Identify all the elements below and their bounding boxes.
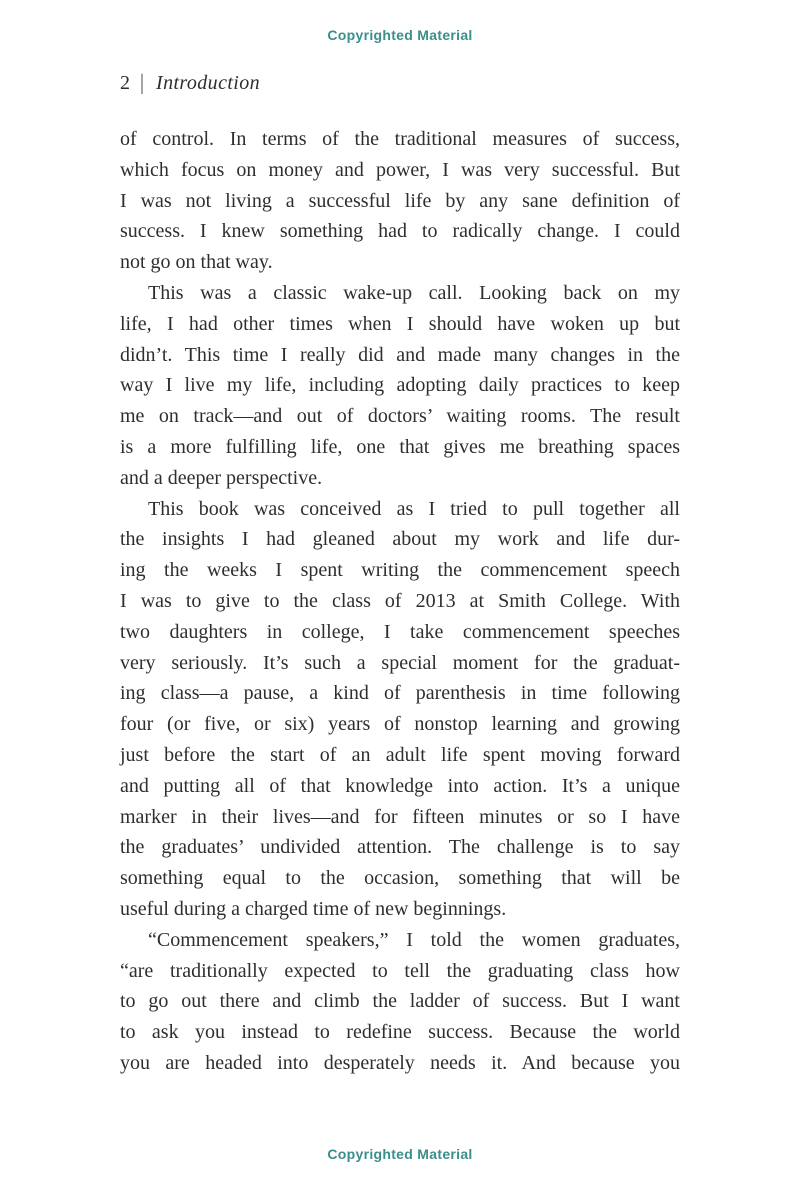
text-line: marker in their lives—and for fifteen minutes or so I have (120, 805, 680, 828)
paragraph (120, 494, 680, 925)
paragraph (120, 925, 680, 1079)
text-line: is a more fulfilling life, one that gives me breathing spaces (120, 435, 680, 458)
text-line: just before the start of an adult life spent moving forward (120, 743, 680, 766)
text-line: the graduates’ undivided attention. The challenge is to say (120, 836, 680, 859)
watermark-top: Copyrighted Material (327, 27, 473, 43)
text-line: ing the weeks I spent writing the commencement speech (120, 559, 680, 582)
text-line: I was to give to the class of 2013 at Smith College. With (120, 589, 680, 612)
text-line: useful during a charged time of new beginnings. (120, 897, 507, 920)
text-line: me on track—and out of doctors’ waiting rooms. The result (120, 405, 680, 428)
text-line: This book was conceived as I tried to pull together all (148, 497, 680, 520)
text-line: “Commencement speakers,” I told the women graduates, (148, 928, 680, 951)
text-line: didn’t. This time I really did and made many changes in the (120, 343, 680, 366)
text-line: “are traditionally expected to tell the graduating class how (120, 959, 680, 982)
watermark-bottom: Copyrighted Material (327, 1146, 473, 1162)
text-line: I was not living a successful life by any sane definition of (120, 189, 680, 212)
text-line: and a deeper perspective. (120, 466, 323, 489)
text-line: ing class—a pause, a kind of parenthesis in time following (120, 682, 680, 705)
paragraph (120, 124, 680, 278)
text-line: This was a classic wake-up call. Looking back on my (148, 281, 680, 304)
text-line: two daughters in college, I take commencement speeches (120, 620, 680, 643)
page-number: 2 (120, 72, 130, 94)
text-line: success. I knew something had to radically change. I could (120, 220, 680, 243)
text-line: not go on that way. (120, 251, 273, 274)
text-line: very seriously. It’s such a special moment for the graduat- (120, 651, 680, 674)
text-line: something equal to the occasion, something that will be (120, 867, 680, 890)
chapter-title: Introduction (156, 72, 261, 94)
running-header (120, 72, 260, 95)
text-line: four (or five, or six) years of nonstop learning and growing (120, 713, 680, 736)
body-text (120, 124, 680, 1079)
text-line: to ask you instead to redefine success. Because the world (120, 1021, 680, 1044)
header-separator: | (140, 70, 145, 96)
text-line: of control. In terms of the traditional measures of success, (120, 128, 680, 150)
text-line: which focus on money and power, I was very successful. But (120, 158, 680, 181)
text-line: and putting all of that knowledge into action. It’s a unique (120, 774, 680, 797)
text-line: you are headed into desperately needs it. And because you (120, 1051, 680, 1074)
text-line: way I live my life, including adopting daily practices to keep (120, 374, 680, 397)
text-line: life, I had other times when I should have woken up but (120, 312, 680, 335)
text-line: to go out there and climb the ladder of success. But I want (120, 990, 680, 1013)
paragraph (120, 278, 680, 494)
text-line: the insights I had gleaned about my work and life dur- (120, 528, 680, 551)
